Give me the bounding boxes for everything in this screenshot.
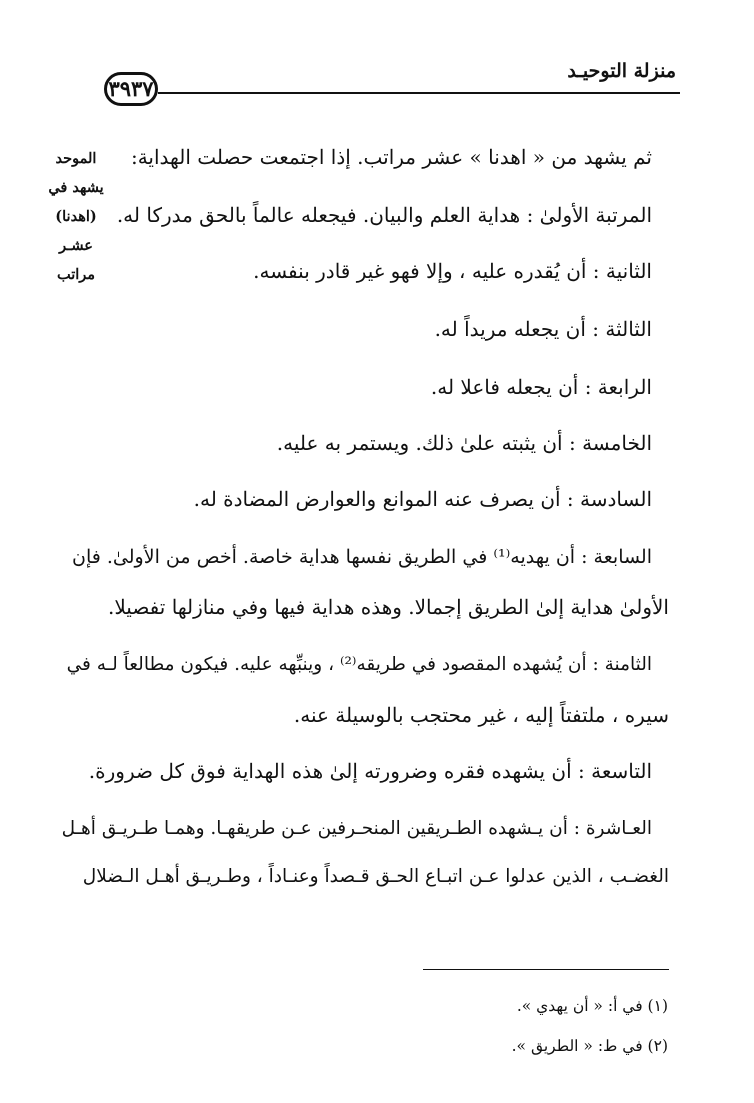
running-header-title: منزلة التوحيـد: [567, 60, 676, 82]
margin-note-line: مراتب: [56, 266, 96, 283]
footnote: (٢) في ط: « الطريق ».: [511, 1037, 668, 1055]
margin-note-line: (اهدنا): [55, 208, 97, 225]
body-line: الغضـب ، الذين عدلوا عـن اتبـاع الحـق قـصداً وعنـاداً ، وطـريـق أهـل الـضلال: [82, 866, 669, 887]
body-line: العـاشرة : أن يـشهده الطـريقين المنحـرفين عـن طريقهـا. وهمـا طـريـق أهـل: [61, 818, 652, 839]
body-line: ثم يشهد من « اهدنا » عشر مراتب. إذا اجتمعت حصلت الهداية:: [130, 145, 652, 169]
body-line: الثامنة : أن يُشهده المقصود في طريقه⁽²⁾ ، وينبِّهه عليه. فيكون مطالعاً لـه في: [66, 654, 652, 675]
body-line: الأولىٰ هداية إلىٰ الطريق إجمالا. وهذه هداية فيها وفي منازلها تفصيلا.: [108, 595, 669, 619]
margin-note-line: يشهد في: [48, 179, 104, 196]
header-rule: [158, 92, 680, 94]
body-line: سيره ، ملتفتاً إليه ، غير محتجب بالوسيلة عنه.: [293, 703, 669, 727]
page-number-badge: ٣٩٣٧: [104, 72, 158, 106]
body-line: الخامسة : أن يثبته علىٰ ذلك. ويستمر به عليه.: [276, 431, 652, 455]
body-line: الرابعة : أن يجعله فاعلا له.: [430, 375, 652, 399]
body-line: السادسة : أن يصرف عنه الموانع والعوارض المضادة له.: [193, 487, 652, 511]
body-line: السابعة : أن يهديه⁽¹⁾ في الطريق نفسها هداية خاصة. أخص من الأولىٰ. فإن: [72, 546, 652, 568]
margin-note-line: الموحد: [55, 150, 97, 167]
margin-note: [26, 144, 126, 289]
body-line: المرتبة الأولىٰ : هداية العلم والبيان. فيجعله عالماً بالحق مدركا له.: [116, 203, 652, 227]
margin-note-line: عشـر: [59, 237, 93, 254]
body-line: الثانية : أن يُقدره عليه ، وإلا فهو غير قادر بنفسه.: [253, 259, 652, 283]
footnote: (١) في أ: « أن يهدي ».: [516, 997, 668, 1015]
body-line: التاسعة : أن يشهده فقره وضرورته إلىٰ هذه الهداية فوق كل ضرورة.: [88, 759, 652, 783]
footnote-rule: [423, 969, 669, 970]
body-line: الثالثة : أن يجعله مريداً له.: [434, 317, 652, 341]
